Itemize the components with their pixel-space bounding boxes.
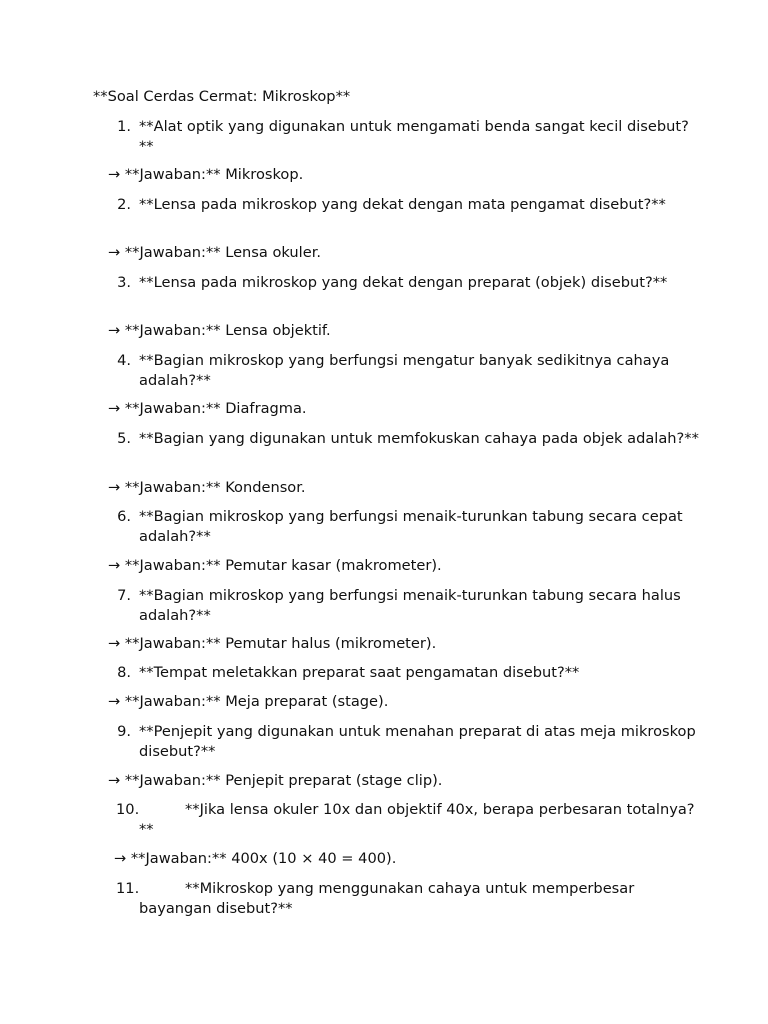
question-number: 10.	[116, 801, 140, 818]
answer-line-3: → **Jawaban:** Lensa objektif.	[108, 322, 331, 339]
question-number: 9.	[117, 723, 131, 740]
answer-line-1: → **Jawaban:** Mikroskop.	[108, 166, 304, 183]
question-number: 1.	[117, 118, 131, 135]
answer-line-10: → **Jawaban:** 400x (10 × 40 = 400).	[114, 850, 397, 867]
question-number: 11.	[116, 880, 140, 897]
answer-line-5: → **Jawaban:** Kondensor.	[108, 479, 306, 496]
document-title: **Soal Cerdas Cermat: Mikroskop**	[93, 88, 351, 105]
question-text: **Bagian mikroskop yang berfungsi mengatur banyak sedikitnya cahaya adalah?**	[139, 352, 670, 389]
question-text: **Bagian mikroskop yang berfungsi menaik-turunkan tabung secara halus adalah?**	[139, 587, 681, 624]
answer-line-9: → **Jawaban:** Penjepit preparat (stage clip).	[108, 772, 443, 789]
question-text: **Bagian mikroskop yang berfungsi menaik-turunkan tabung secara cepat adalah?**	[139, 508, 683, 545]
question-text	[139, 879, 699, 918]
question-text: **Bagian yang digunakan untuk memfokuskan cahaya pada objek adalah?**	[139, 430, 699, 447]
question-text: **Lensa pada mikroskop yang dekat dengan preparat (objek) disebut?**	[139, 274, 668, 291]
answer-line-7: → **Jawaban:** Pemutar halus (mikrometer).	[108, 635, 437, 652]
question-number: 4.	[117, 352, 131, 369]
answer-line-8: → **Jawaban:** Meja preparat (stage).	[108, 693, 389, 710]
question-number: 6.	[117, 508, 131, 525]
question-text: **Alat optik yang digunakan untuk mengamati benda sangat kecil disebut?**	[139, 118, 689, 155]
question-number: 7.	[117, 587, 131, 604]
question-text-content: **Jika lensa okuler 10x dan objektif 40x, berapa perbesaran totalnya?**	[139, 801, 695, 838]
question-text: **Penjepit yang digunakan untuk menahan preparat di atas meja mikroskop disebut?**	[139, 723, 696, 760]
question-text: **Lensa pada mikroskop yang dekat dengan mata pengamat disebut?**	[139, 196, 666, 213]
question-number: 3.	[117, 274, 131, 291]
question-number: 5.	[117, 430, 131, 447]
question-text: **Tempat meletakkan preparat saat pengamatan disebut?**	[139, 664, 580, 681]
question-number: 8.	[117, 664, 131, 681]
question-number: 2.	[117, 196, 131, 213]
question-text-content: **Mikroskop yang menggunakan cahaya untuk memperbesar bayangan disebut?**	[139, 880, 635, 917]
answer-line-4: → **Jawaban:** Diafragma.	[108, 400, 307, 417]
answer-line-6: → **Jawaban:** Pemutar kasar (makrometer).	[108, 557, 442, 574]
answer-line-2: → **Jawaban:** Lensa okuler.	[108, 244, 321, 261]
question-text	[139, 800, 699, 839]
